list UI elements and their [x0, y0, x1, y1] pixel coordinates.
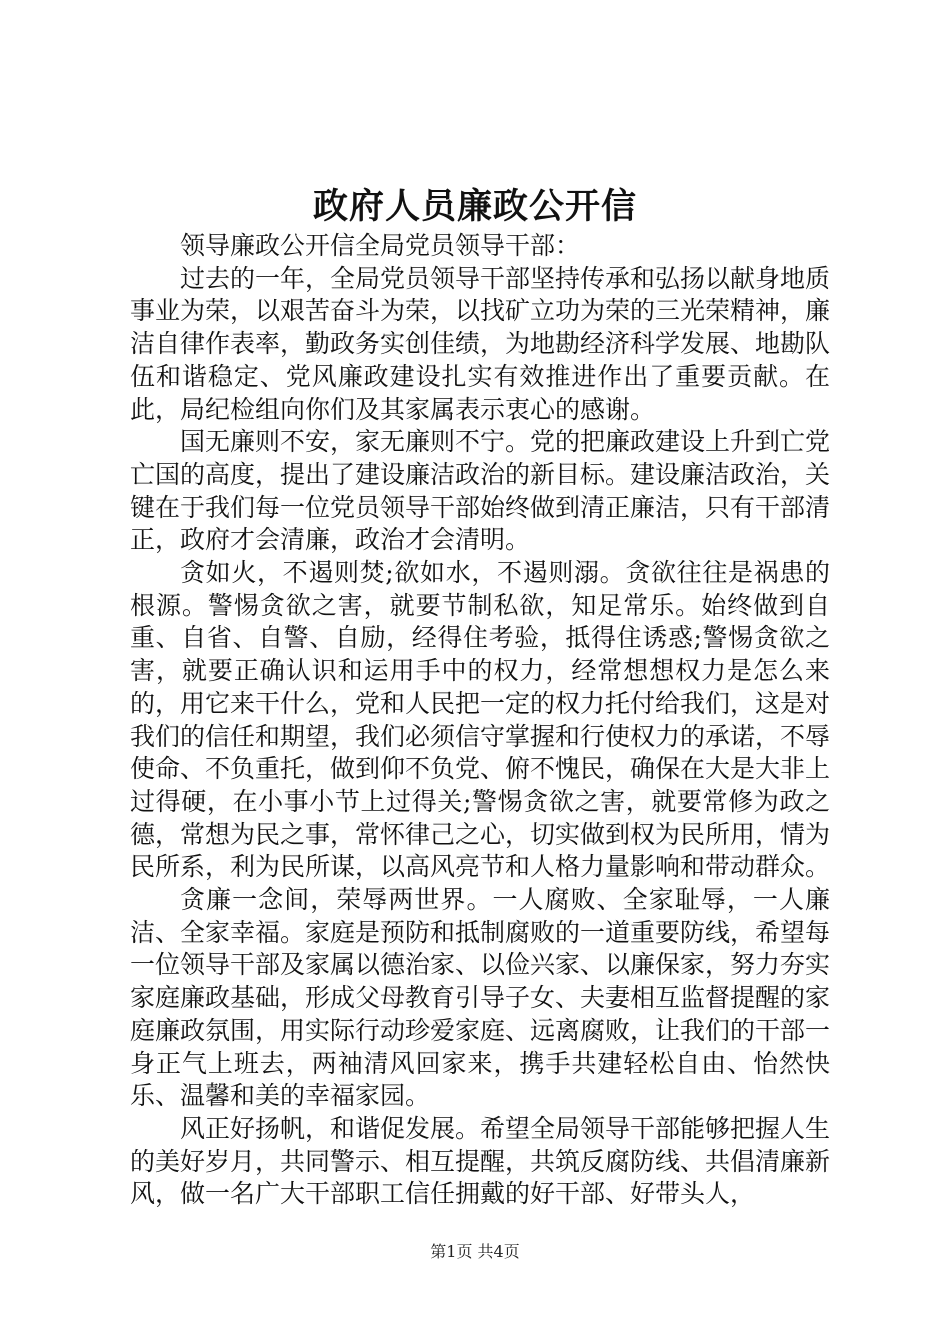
page-number-footer: 第1页 共4页	[430, 1242, 520, 1261]
document-body	[130, 230, 830, 1211]
body-paragraph: 贪廉一念间，荣辱两世界。一人腐败、全家耻辱，一人廉洁、全家幸福。家庭是预防和抵制腐败的一道重要防线，希望每一位领导干部及家属以德治家、以俭兴家、以廉保家，努力夯实家庭廉政基础，形成父母教育引导子女、夫妻相互监督提醒的家庭廉政氛围，用实际行动珍爱家庭、远离腐败，让我们的干部一身正气上班去，两袖清风回家来，携手共建轻松自由、怡然快乐、温馨和美的幸福家园。	[130, 885, 831, 1111]
document-title: 政府人员廉政公开信	[312, 186, 637, 227]
salutation-paragraph: 领导廉政公开信全局党员领导干部：	[180, 231, 581, 260]
body-paragraph: 贪如火，不遏则焚;欲如水，不遏则溺。贪欲往往是祸患的根源。警惕贪欲之害，就要节制私欲，知足常乐。始终做到自重、自省、自警、自励，经得住考验，抵得住诱惑;警惕贪欲之害，就要正确认识和运用手中的权力，经常想想权力是怎么来的，用它来干什么，党和人民把一定的权力托付给我们，这是对我们的信任和期望，我们必须信守掌握和行使权力的承诺，不辱使命、不负重托，做到仰不负党、俯不愧民，确保在大是大非上过得硬，在小事小节上过得关;警惕贪欲之害，就要常修为政之德，常想为民之事，常怀律己之心，切实做到权为民所用，情为民所系，利为民所谋，以高风亮节和人格力量影响和带动群众。	[130, 558, 831, 882]
body-paragraph: 风正好扬帆，和谐促发展。希望全局领导干部能够把握人生的美好岁月，共同警示、相互提醒，共筑反腐防线、共倡清廉新风，做一名广大干部职工信任拥戴的好干部、好带头人，	[130, 1113, 831, 1209]
body-paragraph: 过去的一年，全局党员领导干部坚持传承和弘扬以献身地质事业为荣，以艰苦奋斗为荣，以找矿立功为荣的三光荣精神，廉洁自律作表率，勤政务实创佳绩，为地勘经济科学发展、地勘队伍和谐稳定、党风廉政建设扎实有效推进作出了重要贡献。在此，局纪检组向你们及其家属表示衷心的感谢。	[130, 263, 831, 424]
body-paragraph: 国无廉则不安，家无廉则不宁。党的把廉政建设上升到亡党亡国的高度，提出了建设廉洁政治的新目标。建设廉洁政治，关键在于我们每一位党员领导干部始终做到清正廉洁，只有干部清正，政府才会清廉，政治才会清明。	[130, 427, 831, 555]
